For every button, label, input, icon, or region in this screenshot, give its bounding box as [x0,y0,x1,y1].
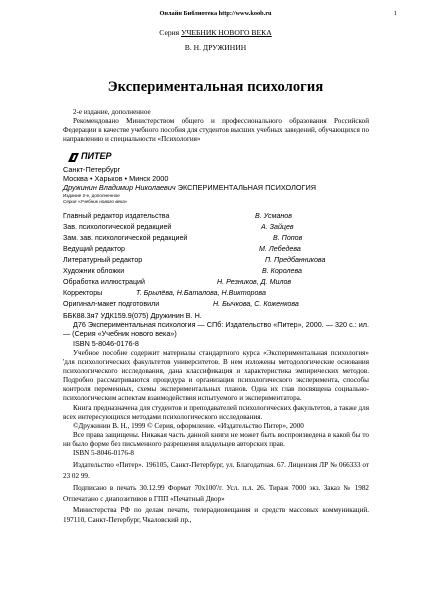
bbk-line: ББК88.3я7 УДК159.9(075) Дружинин В. Н. [63,311,202,320]
book-title-caps: ЭКСПЕРИМЕНТАЛЬНАЯ ПСИХОЛОГИЯ [175,183,317,193]
abstract-paragraph: Учебное пособие содержит материалы стандартного курса «Экспериментальная психология» 'для психологических факультетов университетов. В нем изложены методологические основания психологического исследования, дана классификация и характеристика эмпирических методов. Подробно рассматриваются процедура и организация психологического эксперимента, способы контроля переменных, схемы экспериментальных планов. Одна их глав посвящена социально-психологическим аспектам взаимодействия испытуемого и экспериментатора. [63,349,369,403]
ministry-paragraph: Министерства РФ по делам печати, телерадиовещания и средств массовых коммуникаций. 197110, Санкт-Петербург, Чкаловский пр., [63,506,369,524]
author-title-line [63,183,369,192]
imprint-body [63,311,369,348]
staff-row: Зав. психологической редакцией А. Зайцев [63,223,294,231]
staff-row: Корректоры Т. Брылёва, Н.Баталова, Н.Викторова [63,289,266,297]
isbn-line: ISBN 5-8046-0176-8 [73,338,139,348]
author-full-name: Дружинин Владимир Николаевич [63,183,176,193]
page-number: 1 [393,10,397,17]
author-top: В. Н. ДРУЖИНИН [184,43,247,52]
publisher-block [63,165,369,205]
book-title: Экспериментальная психология [107,79,324,95]
staff-row: Ведущий редактор М. Лебедева [63,245,301,253]
publisher-city: Санкт-Петербург [63,165,121,174]
isbn-line-2: ISBN 5-8046-0176-8 [73,449,134,458]
copyright-line: ©Дружинин В. Н., 1999 © Серия, оформление. «Издательство Питер», 2000 [73,421,304,430]
staff-row: Оригинал-макет подготовили Н. Бычкова, С. Коженкова [63,300,299,308]
series-link[interactable]: УЧЕБНИК НОВОГО ВЕКА [181,28,272,37]
audience-paragraph: Книга предназначена для студентов и преподавателей психологических факультетов, а также для всех интересующихся методами психологического исследования. [63,403,369,421]
small-series: Серия «Учебник нового века» [63,198,128,204]
staff-row: Главный редактор издательства В. Усманов [63,212,292,220]
piter-logo-icon [67,152,80,163]
small-edition: Издание 2-е, дополненное [63,192,120,198]
publisher-cities-year: Москва • Харьков • Минск 2000 [63,174,169,184]
license-paragraph: Издательство «Питер». 196105, Санкт-Петербург, ул. Благодатная. 67. Лицензия ЛР № 066333 от 23 02 99. [63,461,369,480]
header-site: Онлайн Библиотека http://www.koob.ru [159,10,272,17]
abstract-block [63,349,369,525]
edition-line: 2-е издание, дополненное [73,108,151,116]
series-line [0,28,431,37]
front-matter [63,108,369,144]
rights-paragraph: Все права защищены. Никакая часть данной книги не может быть воспроизведена в какой бы то ни было форме без письменного разрешения владельцев авторских прав. [63,430,369,448]
logo-text: ПИТЕР [81,151,112,161]
staff-row: Обработка иллюстраций Н. Резников, Д. Милов [63,278,292,286]
d76-line: Д76 Экспериментальная психология — СПб: Издательство «Питер», 2000. — 320 с.: ил. — (Серия «Учебник нового века») [63,320,369,339]
print-paragraph: Подписано в печать 30.12.99 Формат 70x100'/г. Усл. п.л. 26. Тираж 7000 экз. Заказ № 1982 Отпечатано с диапозитивов в ГПП «Печатный Двор» [63,484,369,503]
staff-row: Литературный редактор П. Предбанникова [63,256,326,264]
series-prefix: Серия [159,28,182,37]
staff-row: Зам. зав. психологической редакцией В. Попов [63,234,303,242]
staff-row: Художник обложки В. Королева [63,267,302,275]
approval-paragraph: Рекомендовано Министерством общего и профессионального образования Российской Федерации в качестве учебного пособия для студентов высших учебных заведений, обучающихся по направлению и специальности «Психология» [63,117,369,144]
